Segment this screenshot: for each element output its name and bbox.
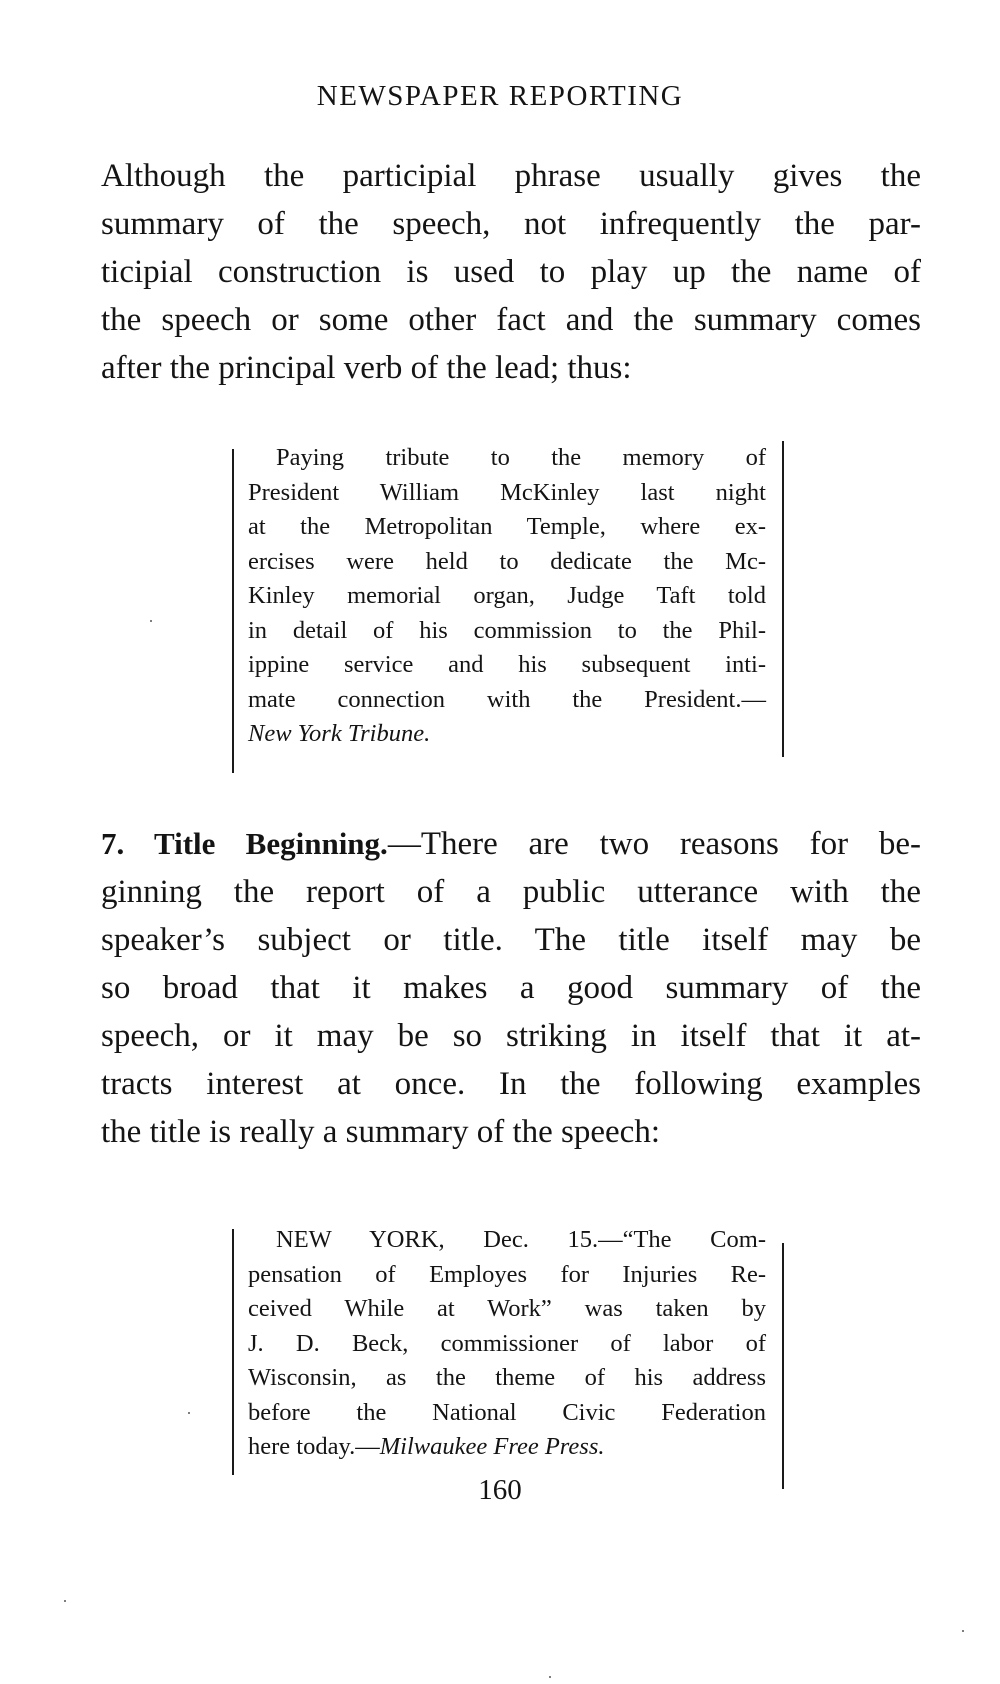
quote-line: NEW YORK, Dec. 15.—“The Com- — [276, 1226, 766, 1253]
text-line: Although the participial phrase usually gives the — [101, 158, 921, 194]
quote-line: ercises were held to dedicate the Mc- — [248, 547, 766, 575]
quote-line: Kinley memorial organ, Judge Taft told — [248, 582, 766, 609]
quote-line: President William McKinley last night — [248, 478, 766, 506]
paragraph-title-beginning — [101, 820, 921, 1156]
paragraph-participial — [101, 152, 921, 392]
text-line: ticipial construction is used to play up the name of — [101, 254, 921, 290]
heading-line-rest: —There are two reasons for be- — [387, 826, 922, 862]
quote-line: at the Metropolitan Temple, where ex- — [248, 513, 766, 540]
text-line: the speech or some other fact and the summary comes — [101, 302, 921, 338]
print-speck — [962, 1630, 964, 1632]
quote-line — [248, 1430, 766, 1465]
text-line: tracts interest at once. In the following examples — [101, 1066, 921, 1102]
quote-line-prefix: here today.— — [248, 1433, 380, 1460]
quote-rule-left — [232, 1229, 234, 1475]
running-header: NEWSPAPER REPORTING — [316, 80, 684, 112]
section-heading: 7. Title Beginning. — [101, 826, 388, 861]
print-speck — [150, 620, 152, 622]
text-line: speaker’s subject or title. The title itself may be — [101, 922, 921, 958]
quote-rule-right — [782, 1243, 784, 1489]
quote-line: in detail of his commission to the Phil- — [248, 616, 766, 644]
print-speck — [188, 1412, 190, 1414]
quote-line: Wisconsin, as the theme of his address — [248, 1364, 766, 1391]
text-line: summary of the speech, not infrequently the par- — [101, 206, 921, 242]
page-number: 160 — [478, 1474, 522, 1506]
quote-line: Paying tribute to the memory of — [276, 444, 766, 471]
text-line: after the principal verb of the lead; thus: — [101, 350, 632, 386]
text-line: ginning the report of a public utterance with the — [101, 874, 921, 910]
quote-line: ceived While at Work” was taken by — [248, 1295, 766, 1322]
quote-line: before the National Civic Federation — [248, 1398, 766, 1426]
quote-rule-left — [232, 449, 234, 773]
quote-line: ippine service and his subsequent inti- — [248, 651, 766, 678]
quote-line: pensation of Employes for Injuries Re- — [248, 1260, 766, 1288]
text-line: speech, or it may be so striking in itself that it at- — [101, 1018, 921, 1054]
print-speck — [549, 1676, 551, 1678]
quote-source: Milwaukee Free Press. — [379, 1433, 605, 1460]
quotation-new-york-tribune — [232, 441, 784, 752]
text-line — [101, 820, 921, 868]
quote-line: J. D. Beck, commissioner of labor of — [248, 1329, 766, 1357]
quote-rule-right — [782, 441, 784, 757]
print-speck — [64, 1600, 66, 1602]
text-line: the title is really a summary of the speech: — [101, 1114, 660, 1150]
text-line: so broad that it makes a good summary of the — [101, 970, 921, 1006]
quote-source: New York Tribune. — [248, 720, 431, 747]
quotation-milwaukee-free-press — [232, 1223, 784, 1465]
quote-line: mate connection with the President.— — [248, 685, 766, 713]
